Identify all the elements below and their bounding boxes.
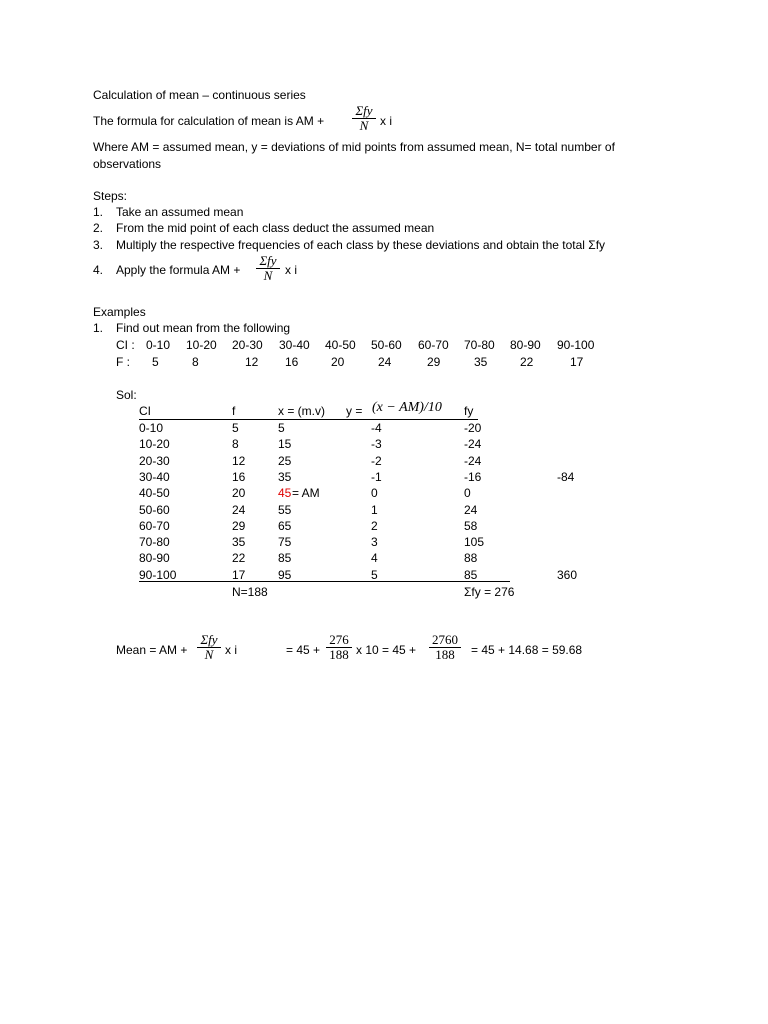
fraction-denominator: 188 (329, 647, 349, 662)
cell-x: 95 (278, 568, 292, 582)
ci-value: 60-70 (418, 338, 449, 352)
fraction-numerator: Σfy (355, 103, 373, 118)
cell-ci: 80-90 (139, 551, 170, 565)
step-4-tail: x i (285, 263, 297, 277)
f-value: 12 (245, 355, 259, 369)
cell-ci: 60-70 (139, 519, 170, 533)
cell-fy: -20 (464, 421, 482, 435)
cell-extra: 360 (557, 568, 578, 582)
formula-fraction (352, 104, 376, 133)
cell-f: 12 (232, 454, 246, 468)
cell-y: -2 (371, 454, 382, 468)
header-ci: CI (139, 404, 151, 418)
cell-ci: 0-10 (139, 421, 164, 435)
f-value: 8 (192, 355, 199, 369)
cell-f: 24 (232, 503, 246, 517)
f-value: 29 (427, 355, 441, 369)
cell-fy: 105 (464, 535, 485, 549)
f-value: 17 (570, 355, 584, 369)
cell-ci: 70-80 (139, 535, 170, 549)
ci-value: 10-20 (186, 338, 217, 352)
cell-y: 4 (371, 551, 378, 565)
f-value: 35 (474, 355, 488, 369)
mean-mid: x 10 = 45 + (356, 643, 417, 657)
cell-ci: 20-30 (139, 454, 170, 468)
where-line-1: Where AM = assumed mean, y = deviations of mid points from assumed mean, N= total number of (93, 140, 615, 154)
cell-ci: 40-50 (139, 486, 170, 500)
mean-eq-1: = 45 + (286, 643, 321, 657)
cell-fy: 88 (464, 551, 478, 565)
total-n: N=188 (232, 585, 268, 599)
cell-f: 35 (232, 535, 246, 549)
cell-f: 20 (232, 486, 246, 500)
ci-value: 30-40 (279, 338, 310, 352)
example-1-text: Find out mean from the following (116, 321, 291, 335)
f-value: 22 (520, 355, 534, 369)
f-row-label: F : (116, 355, 130, 369)
page-title: Calculation of mean – continuous series (93, 88, 306, 102)
solution-label: Sol: (116, 388, 137, 402)
ci-value: 0-10 (146, 338, 171, 352)
cell-x: 65 (278, 519, 292, 533)
cell-y: 5 (371, 568, 378, 582)
ci-value: 70-80 (464, 338, 495, 352)
cell-extra: -84 (557, 470, 575, 484)
f-value: 20 (331, 355, 345, 369)
step-2-number: 2. (93, 221, 104, 235)
ci-value: 50-60 (371, 338, 402, 352)
cell-fy: -24 (464, 454, 482, 468)
step-1-text: Take an assumed mean (116, 205, 244, 219)
cell-x: 5 (278, 421, 285, 435)
mean-result: = 45 + 14.68 = 59.68 (471, 643, 583, 657)
cell-x: 45 (278, 486, 292, 500)
cell-fy: -24 (464, 437, 482, 451)
cell-x: 85 (278, 551, 292, 565)
cell-fy: 58 (464, 519, 478, 533)
ci-value: 20-30 (232, 338, 263, 352)
header-x: x = (m.v) (278, 404, 325, 418)
cell-y: 2 (371, 519, 378, 533)
cell-x: 75 (278, 535, 292, 549)
cell-ci: 10-20 (139, 437, 170, 451)
step-4-text: Apply the formula AM + (116, 263, 241, 277)
cell-y: 3 (371, 535, 378, 549)
fraction-276-188 (326, 633, 352, 662)
f-value: 24 (378, 355, 392, 369)
cell-f: 29 (232, 519, 246, 533)
cell-y: 0 (371, 486, 378, 500)
ci-value: 40-50 (325, 338, 356, 352)
fraction-numerator: 2760 (432, 632, 458, 647)
step-4-number: 4. (93, 263, 104, 277)
cell-f: 16 (232, 470, 246, 484)
step-1-number: 1. (93, 205, 104, 219)
cell-f: 22 (232, 551, 246, 565)
cell-ci: 90-100 (139, 568, 177, 582)
fraction-denominator: N (263, 268, 273, 283)
cell-fy: 24 (464, 503, 478, 517)
fraction-numerator: 276 (329, 632, 349, 647)
cell-f: 8 (232, 437, 239, 451)
cell-fy: 85 (464, 568, 478, 582)
header-y-formula: (x − AM)/10 (372, 400, 442, 415)
fraction-denominator: N (204, 647, 214, 662)
mean-label: Mean = AM + (116, 643, 188, 657)
header-underline (139, 419, 478, 420)
where-line-2: observations (93, 157, 162, 171)
cell-ci: 50-60 (139, 503, 170, 517)
fraction-2760-188 (429, 633, 461, 662)
f-value: 16 (285, 355, 299, 369)
cell-x: 55 (278, 503, 292, 517)
example-1-number: 1. (93, 321, 104, 335)
step-2-text: From the mid point of each class deduct the assumed mean (116, 221, 435, 235)
cell-f: 5 (232, 421, 239, 435)
cell-y: -3 (371, 437, 382, 451)
cell-ci: 30-40 (139, 470, 170, 484)
mean-tail: x i (225, 643, 237, 657)
header-fy: fy (464, 404, 474, 418)
fraction-numerator: Σfy (200, 632, 218, 647)
step-3-text: Multiply the respective frequencies of each class by these deviations and obtain the total Σfy (116, 238, 606, 252)
ci-row-label: CI : (116, 338, 135, 352)
table-bottom-line (139, 581, 510, 582)
assumed-mean-marker: = AM (292, 486, 320, 500)
cell-fy: -16 (464, 470, 482, 484)
formula-tail: x i (380, 114, 392, 128)
step-4-fraction (256, 254, 280, 283)
steps-heading: Steps: (93, 189, 128, 203)
header-f: f (232, 404, 236, 418)
cell-y: 1 (371, 503, 378, 517)
formula-intro: The formula for calculation of mean is AM + (93, 114, 325, 128)
cell-x: 25 (278, 454, 292, 468)
fraction-denominator: 188 (435, 647, 455, 662)
examples-heading: Examples (93, 305, 146, 319)
f-value: 5 (152, 355, 159, 369)
cell-x: 15 (278, 437, 292, 451)
fraction-denominator: N (359, 118, 369, 133)
total-fy: Σfy = 276 (464, 585, 515, 599)
header-y: y = (346, 404, 363, 418)
step-3-number: 3. (93, 238, 104, 252)
cell-x: 35 (278, 470, 292, 484)
cell-y: -1 (371, 470, 382, 484)
ci-value: 90-100 (557, 338, 595, 352)
cell-y: -4 (371, 421, 382, 435)
fraction-numerator: Σfy (259, 253, 277, 268)
cell-f: 17 (232, 568, 246, 582)
ci-value: 80-90 (510, 338, 541, 352)
mean-fraction (197, 633, 221, 662)
cell-fy: 0 (464, 486, 471, 500)
